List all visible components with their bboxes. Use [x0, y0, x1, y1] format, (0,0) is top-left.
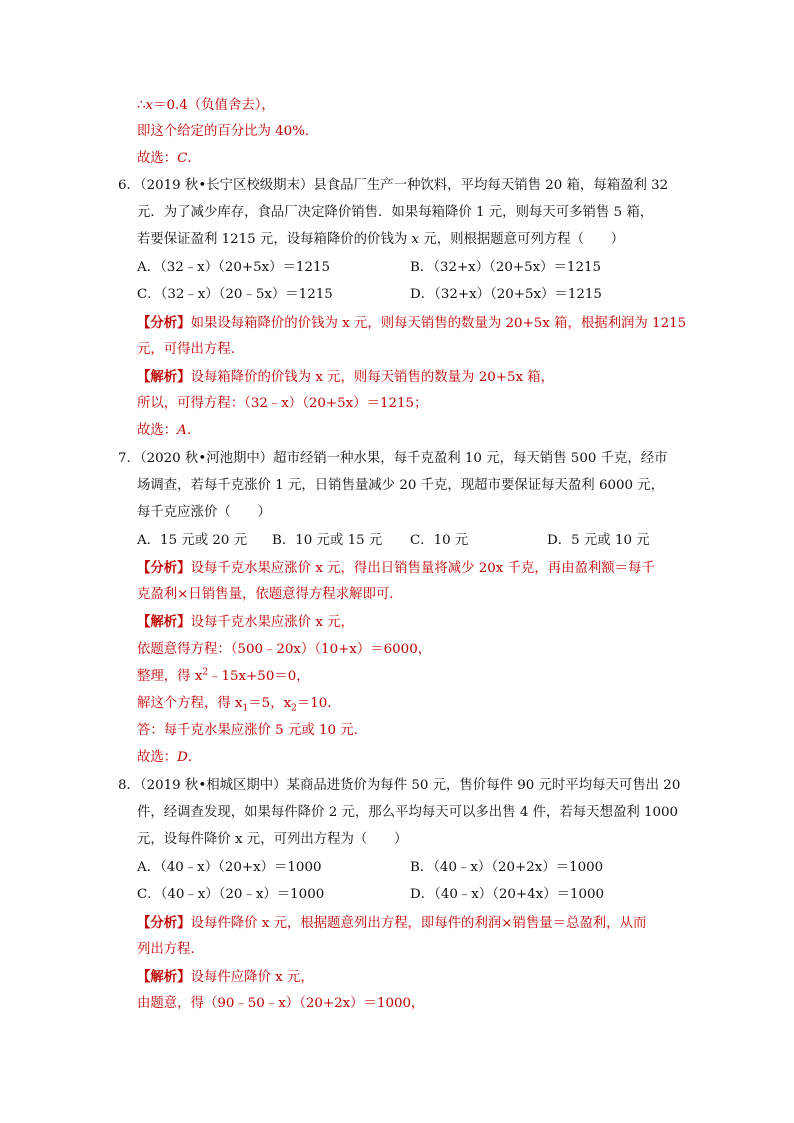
- q7-analysis-line-1: 【分析】设每千克水果应涨价 x 元，得出日销售量将减少 20x 千克，再由盈利额＝每千: [137, 560, 655, 576]
- q7-option-a: A．15 元或 20 元: [137, 533, 248, 548]
- q7-solution-tag: 【解析】: [137, 614, 191, 630]
- q8-solution-tag: 【解析】: [137, 969, 191, 985]
- q8-stem-line-3: 元，设每件降价 x 元，可列出方程为（ ）: [137, 832, 408, 847]
- q6-solution-line-1: 【解析】设每箱降价的价钱为 x 元，则每天销售的数量为 20+5x 箱，: [137, 369, 555, 385]
- q6-stem-line-1: 6．（2019 秋•长宁区校级期末）县食品厂生产一种饮料，平均每天销售 20 箱，每箱盈利 32: [118, 178, 669, 193]
- q6-option-c: C．（32﹣x）（20﹣5x）＝1215: [137, 287, 333, 302]
- q7-analysis-line-2: 克盈利×日销售量，依题意得方程求解即可．: [137, 587, 403, 602]
- prev-result-line: ∴x＝0.4（负值舍去），: [137, 98, 275, 113]
- q8-analysis-tag: 【分析】: [137, 915, 191, 931]
- q7-solution-line-2: 依题意得方程：（500﹣20x）（10+x）＝6000，: [137, 642, 432, 657]
- q7-analysis-tag: 【分析】: [137, 560, 191, 576]
- q8-option-d: D．（40﹣x）（20+4x）＝1000: [410, 887, 605, 902]
- q6-analysis-tag: 【分析】: [137, 315, 191, 331]
- q7-solution-line-1: 【解析】设每千克水果应涨价 x 元，: [137, 614, 354, 630]
- q7-solution-line-4: 解这个方程，得 $x_1=5$，$x_2=10$．: [137, 696, 341, 714]
- q6-stem-line-3: 若要保证盈利 1215 元，设每箱降价的价钱为 x 元，则根据题意可列方程（ ）: [137, 232, 625, 247]
- q8-solution-line-2: 由题意，得（90﹣50﹣x）（20+2x）＝1000，: [137, 996, 425, 1011]
- q6-solution-line-2: 所以，可得方程：（32﹣x）（20+5x）＝1215；: [137, 396, 428, 411]
- q8-stem-line-2: 件，经调查发现，如果每件降价 2 元，那么平均每天可以多出售 4 件，若每天想盈利 1000: [137, 805, 679, 820]
- q8-option-c: C．（40﹣x）（20﹣x）＝1000: [137, 887, 325, 902]
- q8-solution-line-1: 【解析】设每件应降价 x 元，: [137, 969, 314, 985]
- q7-option-d: D．5 元或 10 元: [547, 533, 650, 548]
- prev-answer-line: 故选：C．: [137, 151, 201, 166]
- q7-stem-line-3: 每千克应涨价（ ）: [137, 505, 271, 520]
- q6-option-a: A．（32﹣x）（20+5x）＝1215: [137, 260, 331, 275]
- q8-option-b: B．（40﹣x）（20+2x）＝1000: [410, 860, 604, 875]
- q7-answer-line: 故选：D．: [137, 750, 202, 765]
- prev-percent-line: 即这个给定的百分比为 40%．: [137, 124, 319, 139]
- q7-option-c: C．10 元: [410, 533, 469, 548]
- q8-analysis-line-2: 列出方程．: [137, 942, 204, 957]
- q7-solution-line-3: 整理，得 $x^2﹣15x+50=0$，: [137, 667, 310, 684]
- q6-analysis-line-2: 元，可得出方程．: [137, 342, 245, 357]
- q7-stem-line-1: 7．（2020 秋•河池期中）超市经销一种水果，每千克盈利 10 元，每天销售 500 千克，经市: [118, 451, 668, 466]
- q6-option-d: D．（32+x）（20+5x）＝1215: [410, 287, 602, 302]
- q6-stem-line-2: 元．为了减少库存，食品厂决定降价销售．如果每箱降价 1 元，则每天可多销售 5 箱，: [137, 205, 654, 220]
- q8-stem-line-1: 8．（2019 秋•相城区期中）某商品进货价为每件 50 元，售价每件 90 元时平均每天可售出 20: [118, 778, 681, 793]
- q6-solution-tag: 【解析】: [137, 369, 191, 385]
- q7-solution-line-5: 答：每千克水果应涨价 5 元或 10 元．: [137, 723, 368, 738]
- q7-stem-line-2: 场调查，若每千克涨价 1 元，日销售量减少 20 千克，现超市要保证每天盈利 6000 元，: [137, 478, 665, 493]
- q8-option-a: A．（40﹣x）（20+x）＝1000: [137, 860, 322, 875]
- q7-option-b: B．10 元或 15 元: [272, 533, 383, 548]
- q6-option-b: B．（32+x）（20+5x）＝1215: [410, 260, 602, 275]
- q8-analysis-line-1: 【分析】设每件降价 x 元，根据题意列出方程，即每件的利润×销售量＝总盈利，从而: [137, 915, 647, 931]
- q6-answer-line: 故选：A．: [137, 423, 201, 438]
- q6-analysis-line-1: 【分析】如果设每箱降价的价钱为 x 元，则每天销售的数量为 20+5x 箱，根据利润为 1215: [137, 315, 687, 331]
